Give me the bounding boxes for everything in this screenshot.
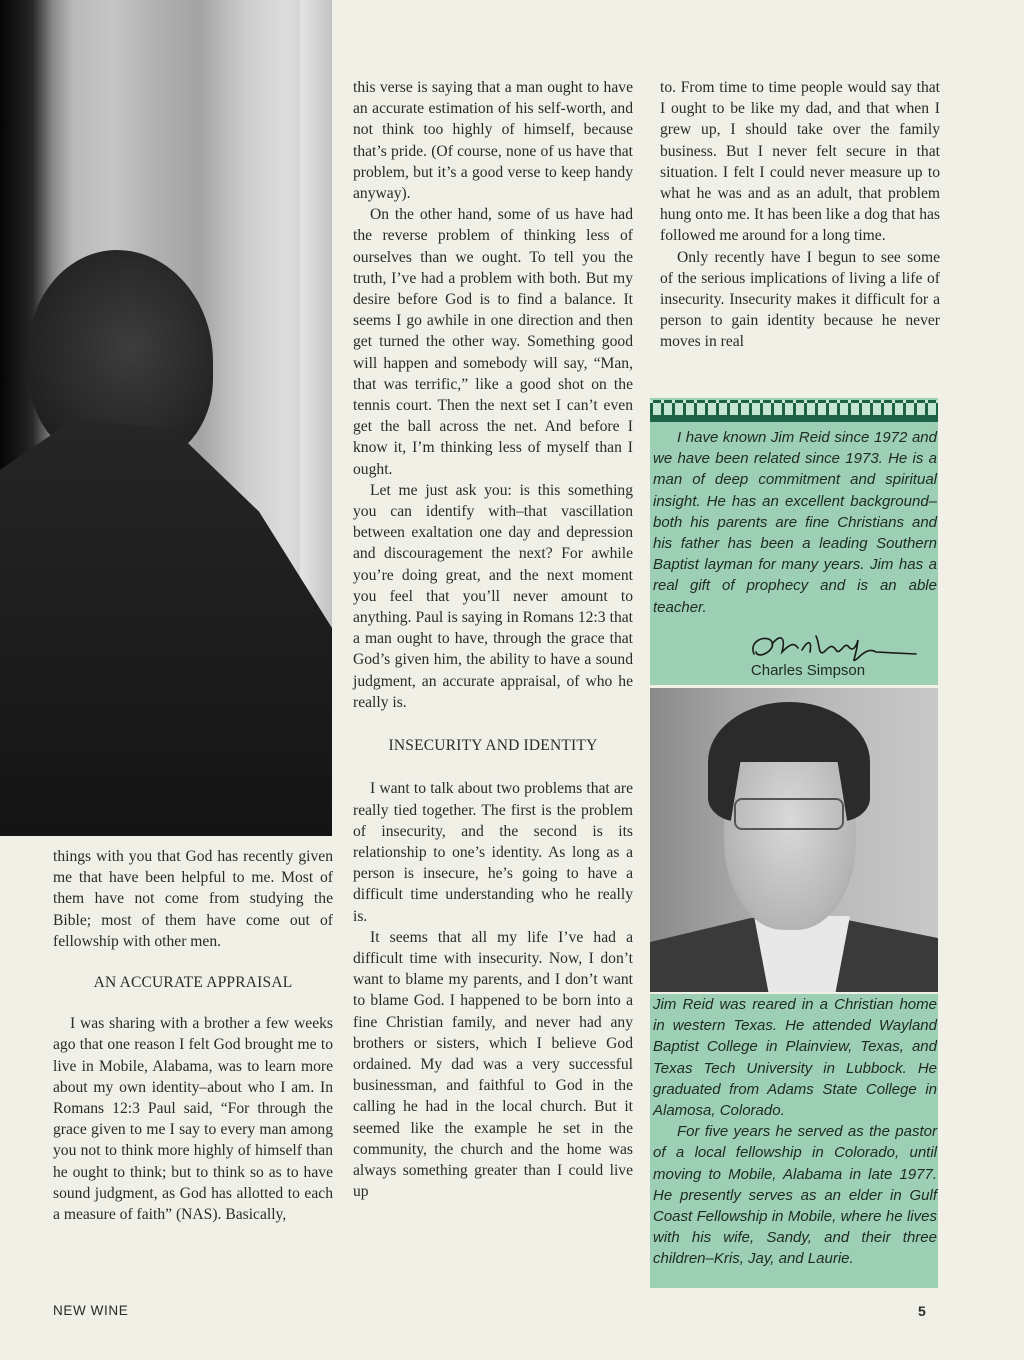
article-column-2 [353, 77, 633, 1202]
body-paragraph: It seems that all my life I’ve had a difficult time with insecurity. Now, I don’t want to blame my parents, and I don’t want to blame God. I happened to be born into a fine Christian family, and never had any brothers or sisters, which I believe God ordained. My dad was a very successful businessman, and faithful to God in the calling he had in the local church. But it seemed like the example he set in the community, the church and the home was always something greater than I could live up [353, 928, 633, 1201]
endorsement-text: I have known Jim Reid since 1972 and we have been related since 1973. He is a man of deep commitment and spiritual insight. He has an excellent background–both his parents are fine Christians and his father has been a leading Southern Baptist layman for many years. Jim has a real gift of prophecy and is an able teacher. [653, 429, 937, 616]
page-number: 5 [918, 1303, 926, 1319]
article-column-1 [53, 846, 333, 1225]
author-bio-box [650, 994, 938, 1288]
endorsement-sidebar [650, 398, 938, 685]
section-heading-accurate-appraisal: AN ACCURATE APPRAISAL [93, 974, 293, 992]
body-paragraph: this verse is saying that a man ought to have an accurate estimation of his self-worth, and not think too highly of himself, because that’s pride. (Of course, none of us have that problem, but it’s a good verse to keep handy anyway). [353, 79, 633, 203]
publication-name: NEW WINE [53, 1303, 129, 1318]
body-paragraph: things with you that God has recently given me that have been helpful to me. Most of them have not come from studying the Bible; most of them have come out of fellowship with other men. [53, 848, 333, 950]
endorsement-quote [653, 427, 937, 618]
portrait-photo-jim-reid [650, 688, 938, 992]
body-paragraph: On the other hand, some of us have had the reverse problem of thinking less of ourselves than we ought. To tell you the truth, I’ve had a problem with both. But my desire before God is to find a balance. It seems I go awhile in one direction and then get turned the other way. Something good will happen and somebody will say, “Man, that was terrific,” like a good shot on the tennis court. Then the next set I can’t even get the ball across the net. And before I know it, I’m thinking less of myself than I ought. [353, 206, 633, 478]
body-paragraph: to. From time to time people would say that I ought to be like my dad, and that when I grew up, I should take over the family business. But I never felt secure in that situation. I felt I could never measure up to what he was and as an adult, that problem hung onto me. It has been like a dog that has followed me around for a long time. [660, 79, 940, 245]
body-paragraph: I was sharing with a brother a few weeks ago that one reason I felt God brought me to live in Mobile, Alabama, was to learn more about my own identity–about who I am. In Romans 12:3 Paul said, “For through the grace given to me I say to every man among you not to think more highly of himself than he ought to think; but to think so as to have sound judgment, as God has allotted to each a measure of faith” (NAS). Basically, [53, 1015, 333, 1224]
photo-man-at-window [0, 0, 332, 836]
photo-body-silhouette [0, 420, 332, 836]
body-paragraph: I want to talk about two problems that are really tied together. The first is the problem of insecurity, and the second is its relationship to one’s identity. As long as a person is insecure, he’s going to have a difficult time understanding who he really is. [353, 780, 633, 925]
portrait-glasses [734, 798, 844, 830]
bio-paragraph: For five years he served as the pastor of a local fellowship in Colorado, until moving to Mobile, Alabama in late 1977. He presently serves as an elder in Gulf Coast Fellowship in Mobile, where he lives with his wife, Sandy, and their three children–Kris, Jay, and Laurie. [653, 1123, 937, 1268]
body-paragraph: Only recently have I begun to see some of the serious implications of living a life of insecurity. Insecurity makes it difficult for a person to gain identity because he never moves in real [660, 248, 940, 351]
bio-paragraph: Jim Reid was reared in a Christian home in western Texas. He attended Wayland Baptist College in Plainview, Texas, and Texas Tech University in Lubbock. He graduated from Adams State College in Alamosa, Colorado. [653, 996, 937, 1120]
signature-name: Charles Simpson [750, 662, 866, 679]
article-column-3 [660, 77, 940, 353]
author-bio-text [653, 994, 937, 1270]
signature-image [746, 630, 926, 666]
body-paragraph: Let me just ask you: is this something you can identify with–that vascillation between exaltation one day and depression and discouragement the next? For awhile you’re doing great, and the next moment you feel that you’ll never amount to anything. Paul is saying in Romans 12:3 that a man ought to have, through the grace that God’s given him, the ability to have a sound judgment, an accurate appraisal, of who he really is. [353, 481, 633, 711]
decorative-border-pattern [650, 403, 938, 415]
section-heading-insecurity-identity: INSECURITY AND IDENTITY [388, 737, 598, 755]
